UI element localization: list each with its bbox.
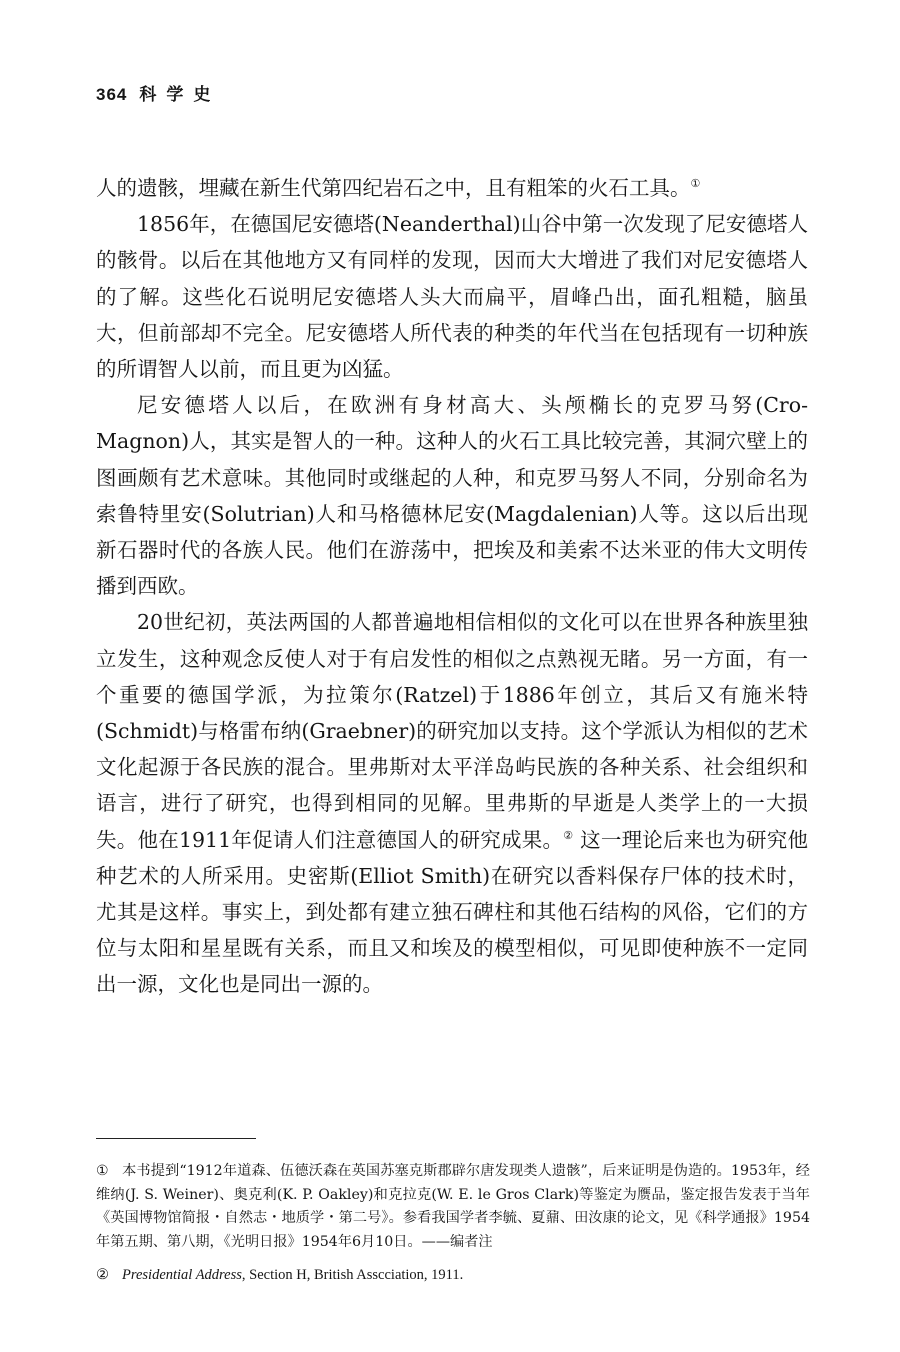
running-head (96, 80, 220, 105)
paragraph-4-text-b: 这一理论后来也为研究他种艺术的人所采用。史密斯(Elliot Smith)在研究以香料保存尸体的技术时，尤其是这样。事实上，到处都有建立独石碑柱和其他石结构的风俗，它们的方位与太阳和星星既有关系，而且又和埃及的模型相似，可见即使种族不一定同出一源，文化也是同出一源的。 (96, 827, 808, 997)
paragraph-4 (96, 604, 808, 1002)
footnote-1 (96, 1160, 810, 1254)
footnote-2 (96, 1264, 810, 1288)
footnote-1-text: 本书提到“1912年道森、伍德沃森在英国苏塞克斯郡辟尔唐发现类人遗骸”，后来证明是伪造的。1953年，经维纳(J. S. Weiner)、奥克利(K. P. Oakley)和克拉克(W. E. le Gros Clark)等鉴定为赝品，鉴定报告发表于当年《英国博物馆简报・自然志・地质学・第二号》。参看我国学者李毓、夏鼐、田汝康的论文，见《科学通报》1954年第五期、第八期，《光明日报》1954年6月10日。——编者注 (96, 1163, 810, 1250)
footnote-ref-2[interactable]: ② (563, 828, 574, 842)
paragraph-3: 尼安德塔人以后，在欧洲有身材高大、头颅椭长的克罗马努(Cro-Magnon)人，其实是智人的一种。这种人的火石工具比较完善，其洞穴壁上的图画颇有艺术意味。其他同时或继起的人种，和克罗马努人不同，分别命名为索鲁特里安(Solutrian)人和马格德林尼安(Magdalenian)人等。这以后出现新石器时代的各族人民。他们在游荡中，把埃及和美索不达米亚的伟大文明传播到西欧。 (96, 393, 808, 599)
body-text (96, 170, 808, 1003)
footnote-1-mark: ① (96, 1163, 109, 1179)
footnote-2-text: , Section H, British Asscciation, 1911. (241, 1267, 464, 1283)
footnote-ref-1[interactable]: ① (690, 177, 701, 190)
book-title: 科学史 (139, 85, 221, 105)
paragraph-2: 1856年，在德国尼安德塔(Neanderthal)山谷中第一次发现了尼安德塔人的骸骨。以后在其他地方又有同样的发现，因而大大增进了我们对尼安德塔人的了解。这些化石说明尼安德塔人头大而扁平，眉峰凸出，面孔粗糙，脑虽大，但前部却不完全。尼安德塔人所代表的种类的年代当在包括现有一切种族的所谓智人以前，而且更为凶猛。 (96, 212, 808, 382)
footnotes (96, 1160, 810, 1288)
paragraph-4-text-a: 20世纪初，英法两国的人都普遍地相信相似的文化可以在世界各种族里独立发生，这种观念反使人对于有启发性的相似之点熟视无睹。另一方面，有一个重要的德国学派，为拉策尔(Ratzel)于1886年创立，其后又有施米特(Schmidt)与格雷布纳(Graebner)的研究加以支持。这个学派认为相似的艺术文化起源于各民族的混合。里弗斯对太平洋岛屿民族的各种关系、社会组织和语言，进行了研究，也得到相同的见解。里弗斯的早逝是人类学上的一大损失。他在1911年促请人们注意德国人的研究成果。 (96, 610, 808, 852)
footnote-2-mark: ② (96, 1267, 109, 1283)
paragraph-1-text: 人的遗骸，埋藏在新生代第四纪岩石之中，且有粗笨的火石工具。 (96, 176, 691, 200)
footnote-2-title: Presidential Address (122, 1267, 242, 1283)
page-number: 364 (96, 85, 128, 104)
paragraph-1 (96, 170, 808, 206)
footnote-rule (96, 1138, 256, 1139)
